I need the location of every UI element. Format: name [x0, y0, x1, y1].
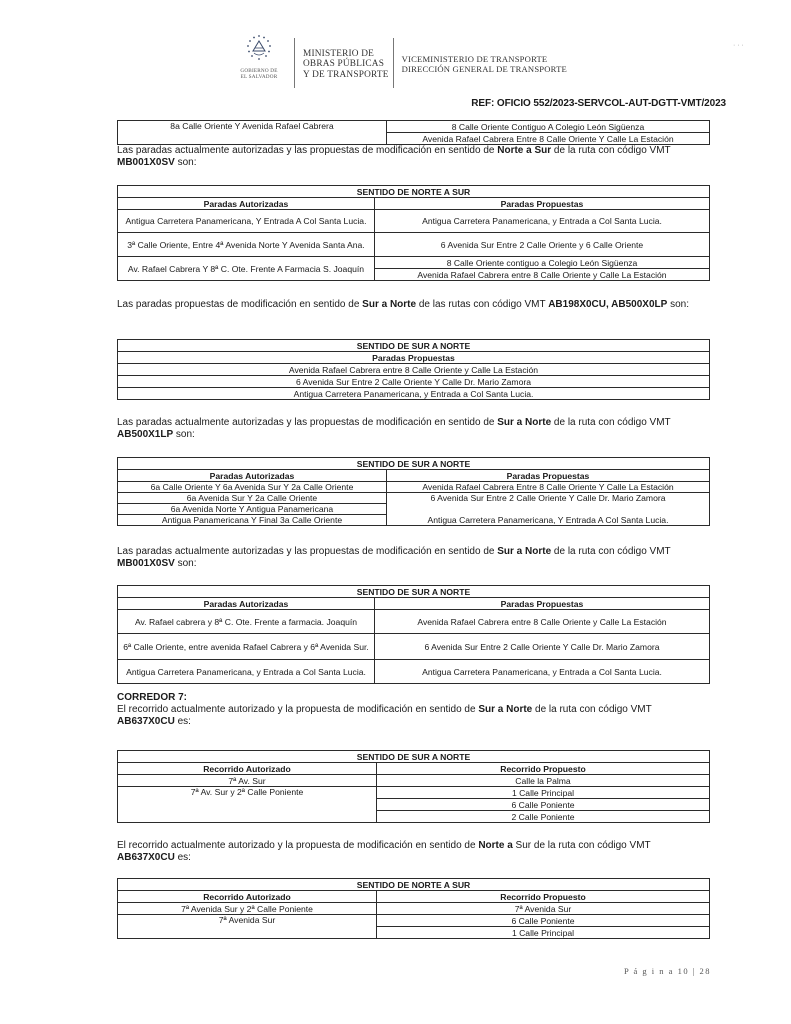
table-cell: 6a Calle Oriente Y 6a Avenida Sur Y 2a Calle Oriente: [118, 482, 387, 493]
column-header: Paradas Propuestas: [375, 198, 710, 210]
government-seal: [228, 34, 290, 80]
route-code: MB001X0SV: [117, 558, 175, 569]
text: de las rutas con código VMT: [416, 299, 549, 310]
column-header: Recorrido Propuesto: [377, 891, 710, 903]
stops-table-continuation: [117, 120, 710, 145]
section-heading: CORREDOR 7:: [117, 692, 188, 703]
table-cell: Antigua Carretera Panamericana, y Entrada a Col Santa Lucia.: [375, 660, 710, 684]
table-row: [118, 660, 710, 684]
table-row: [118, 388, 710, 400]
table-header-row: [118, 470, 710, 482]
table-cell: Antigua Carretera Panamericana, Y Entrada A Col Santa Lucia.: [387, 515, 710, 526]
seal-line: GOBIERNO DE: [240, 68, 278, 74]
table-cell: 7ª Av. Sur y 2ª Calle Poniente: [118, 787, 377, 823]
table-header-row: [118, 891, 710, 903]
table-title: SENTIDO DE SUR A NORTE: [118, 340, 710, 352]
table-cell: 7ª Avenida Sur: [118, 915, 377, 939]
table-cell: Antigua Carretera Panamericana, y Entrada a Col Santa Lucia.: [118, 660, 375, 684]
table-row: [118, 364, 710, 376]
table-cell: 6 Avenida Sur Entre 2 Calle Oriente y 6 Calle Oriente: [375, 233, 710, 257]
paragraph: [117, 145, 707, 169]
column-header: Paradas Autorizadas: [118, 198, 375, 210]
route-code: AB500X1LP: [117, 429, 174, 440]
paragraph: [117, 704, 707, 728]
table-cell: 6a Avenida Norte Y Antigua Panamericana: [118, 504, 387, 515]
text: son:: [173, 429, 195, 440]
table-row: [118, 210, 710, 233]
stops-table-north-south: [117, 185, 710, 281]
column-header: Paradas Autorizadas: [118, 598, 375, 610]
route-code: AB198X0CU, AB500X0LP: [548, 299, 668, 310]
page-number: P á g i n a 10 | 28: [624, 966, 712, 976]
paragraph: [117, 417, 707, 441]
table-cell: 3ª Calle Oriente, Entre 4ª Avenida Norte Y Avenida Santa Ana.: [118, 233, 375, 257]
seal-line: EL SALVADOR: [240, 73, 278, 80]
stops-table-south-north-ab500x1lp: [117, 457, 710, 526]
table-cell: 8a Calle Oriente Y Avenida Rafael Cabrera: [118, 121, 387, 145]
column-header: Paradas Propuestas: [375, 598, 710, 610]
paragraph: [117, 840, 707, 864]
text: es:: [174, 852, 191, 863]
ministry-line: Y DE TRANSPORTE: [303, 69, 389, 80]
table-row: [118, 915, 710, 927]
table-row: [118, 787, 710, 799]
table-row: [118, 257, 710, 269]
table-cell: 8 Calle Oriente contiguo a Colegio León Sigüenza: [375, 257, 710, 269]
table-cell: Avenida Rafael Cabrera Entre 8 Calle Oriente Y Calle La Estación: [387, 482, 710, 493]
table-title-row: [118, 751, 710, 763]
table-title-row: [118, 879, 710, 891]
table-cell: 8 Calle Oriente Contiguo A Colegio León Sigüenza: [387, 121, 710, 133]
table-row: [118, 493, 710, 504]
table-cell: Avenida Rafael Cabrera entre 8 Calle Oriente y Calle La Estación: [118, 364, 710, 376]
bold-text: Sur a Norte: [497, 417, 552, 428]
vice-line: DIRECCIÓN GENERAL DE TRANSPORTE: [401, 64, 567, 75]
table-cell: Antigua Carretera Panamericana, Y Entrada A Col Santa Lucia.: [118, 210, 375, 233]
table-cell: 1 Calle Principal: [377, 787, 710, 799]
table-cell: 7ª Avenida Sur y 2ª Calle Poniente: [118, 903, 377, 915]
paragraph: [117, 299, 707, 311]
bold-text: Sur a Norte: [478, 704, 533, 715]
text: son:: [174, 558, 197, 569]
text: El recorrido actualmente autorizado y la propuesta de modificación en sentido de: [117, 840, 479, 851]
text: de la ruta con código VMT: [551, 145, 671, 156]
table-title: SENTIDO DE NORTE A SUR: [118, 186, 710, 198]
table-header-row: [118, 598, 710, 610]
table-title: SENTIDO DE NORTE A SUR: [118, 879, 710, 891]
stops-table-south-north-mb001x0sv: [117, 585, 710, 684]
table-cell: Av. Rafael cabrera y 8ª C. Ote. Frente a farmacia. Joaquín: [118, 610, 375, 634]
table-cell: Antigua Carretera Panamericana, y Entrada a Col Santa Lucia.: [118, 388, 710, 400]
letterhead: [228, 34, 567, 94]
text: Las paradas actualmente autorizadas y las propuestas de modificación en sentido de: [117, 145, 498, 156]
table-row: [118, 610, 710, 634]
table-title-row: [118, 458, 710, 470]
text: de la ruta con código VMT: [532, 704, 652, 715]
table-title-row: [118, 586, 710, 598]
table-cell: 6ª Calle Oriente, entre avenida Rafael Cabrera y 6ª Avenida Sur.: [118, 634, 375, 660]
table-title: SENTIDO DE SUR A NORTE: [118, 751, 710, 763]
table-title-row: [118, 340, 710, 352]
table-cell: 1 Calle Principal: [377, 927, 710, 939]
text: Sur de la ruta con código VMT: [512, 840, 651, 851]
table-cell: 6 Calle Poniente: [377, 799, 710, 811]
bold-text: Sur a Norte: [362, 299, 417, 310]
column-header: Recorrido Propuesto: [377, 763, 710, 775]
text: es:: [174, 716, 191, 727]
table-row: [118, 233, 710, 257]
table-header-row: [118, 352, 710, 364]
table-cell: Avenida Rafael Cabrera entre 8 Calle Oriente y Calle La Estación: [375, 269, 710, 281]
table-cell: Av. Rafael Cabrera Y 8ª C. Ote. Frente A Farmacia S. Joaquín: [118, 257, 375, 281]
table-cell: 7ª Av. Sur: [118, 775, 377, 787]
text: son:: [667, 299, 690, 310]
route-table-south-north: [117, 750, 710, 823]
seal-caption: [240, 69, 277, 80]
column-header: Recorrido Autorizado: [118, 891, 377, 903]
ministry-name: [303, 49, 389, 80]
text: de la ruta con código VMT: [551, 546, 671, 557]
vice-line: VICEMINISTERIO DE TRANSPORTE: [401, 54, 548, 64]
table-cell: Antigua Carretera Panamericana, y Entrada a Col Santa Lucia.: [375, 210, 710, 233]
table-cell: 6 Avenida Sur Entre 2 Calle Oriente Y Calle Dr. Mario Zamora: [375, 634, 710, 660]
table-cell: 2 Calle Poniente: [377, 811, 710, 823]
route-code: AB637X0CU: [117, 852, 175, 863]
paragraph: [117, 546, 707, 570]
table-cell: 6 Avenida Sur Entre 2 Calle Oriente Y Calle Dr. Mario Zamora: [387, 493, 710, 515]
column-header: Paradas Propuestas: [118, 352, 710, 364]
table-title: SENTIDO DE SUR A NORTE: [118, 458, 710, 470]
table-row: [118, 376, 710, 388]
text: son:: [174, 157, 197, 168]
coat-of-arms-icon: [244, 34, 274, 68]
bold-text: Norte a: [478, 840, 513, 851]
table-cell: Calle la Palma: [377, 775, 710, 787]
route-table-north-south: [117, 878, 710, 939]
scan-marks: · · ·: [733, 42, 744, 49]
table-header-row: [118, 763, 710, 775]
table-title-row: [118, 186, 710, 198]
column-header: Recorrido Autorizado: [118, 763, 377, 775]
ministry-line: MINISTERIO DE: [303, 49, 375, 59]
stops-table-south-north-proposed: [117, 339, 710, 400]
ministry-line: OBRAS PÚBLICAS: [303, 59, 385, 70]
table-cell: 6 Avenida Sur Entre 2 Calle Oriente Y Calle Dr. Mario Zamora: [118, 376, 710, 388]
table-row: [118, 775, 710, 787]
vice-ministry-name: [402, 54, 567, 74]
route-code: MB001X0SV: [117, 157, 175, 168]
bold-text: Norte a Sur: [497, 145, 552, 156]
table-cell: Avenida Rafael Cabrera entre 8 Calle Oriente y Calle La Estación: [375, 610, 710, 634]
table-row: [118, 634, 710, 660]
column-header: Paradas Autorizadas: [118, 470, 387, 482]
table-cell: 7ª Avenida Sur: [377, 903, 710, 915]
text: El recorrido actualmente autorizado y la propuesta de modificación en sentido de: [117, 704, 479, 715]
reference-number: REF: OFICIO 552/2023-SERVCOL-AUT-DGTT-VMT/2023: [471, 98, 726, 109]
column-header: Paradas Propuestas: [387, 470, 710, 482]
table-row: [118, 482, 710, 493]
table-row: [118, 903, 710, 915]
route-code: AB637X0CU: [117, 716, 175, 727]
text: Las paradas actualmente autorizadas y las propuestas de modificación en sentido de: [117, 417, 498, 428]
table-header-row: [118, 198, 710, 210]
table-cell: Antigua Panamericana Y Final 3a Calle Oriente: [118, 515, 387, 526]
table-cell: 6a Avenida Sur Y 2a Calle Oriente: [118, 493, 387, 504]
table-row: [118, 121, 710, 133]
table-row: [118, 515, 710, 526]
text: Las paradas propuestas de modificación en sentido de: [117, 299, 363, 310]
table-title: SENTIDO DE SUR A NORTE: [118, 586, 710, 598]
table-cell: Avenida Rafael Cabrera Entre 8 Calle Oriente Y Calle La Estación: [387, 133, 710, 145]
text: Las paradas actualmente autorizadas y las propuestas de modificación en sentido de: [117, 546, 498, 557]
text: de la ruta con código VMT: [551, 417, 671, 428]
header-divider: [294, 38, 295, 88]
header-divider: [393, 38, 394, 88]
bold-text: Sur a Norte: [497, 546, 552, 557]
table-cell: 6 Calle Poniente: [377, 915, 710, 927]
